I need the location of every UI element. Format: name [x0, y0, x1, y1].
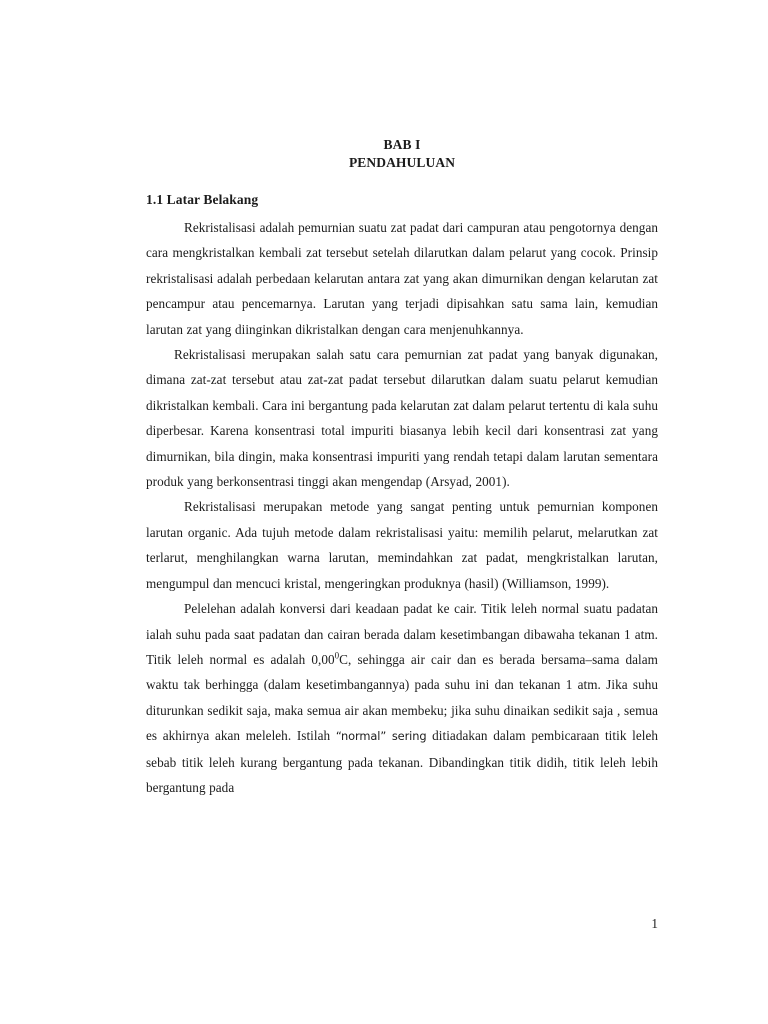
chapter-heading-line-1: BAB I [383, 137, 421, 152]
paragraph-2: Rekristalisasi merupakan salah satu cara pemurnian zat padat yang banyak digunakan, dimana zat-zat tersebut atau zat-zat padat tersebut dilarutkan dalam suatu pelarut kemudian dikristalkan kembali. Cara ini bergantung pada kelarutan zat dalam pelarut tertentu di kala suhu diperbesar. Karena konsentrasi total impuriti biasanya lebih kecil dari konsentrasi zat yang dimurnikan, bila dingin, maka konsentrasi impuriti yang rendah tetapi dalam larutan sementara produk yang berkonsentrasi tinggi akan mengendap (Arsyad, 2001). [146, 347, 658, 490]
word-sering: sering [391, 729, 427, 744]
paragraph-4 [146, 596, 658, 800]
quoted-word-normal: “normal” [335, 729, 387, 744]
chapter-heading-line-2: PENDAHULUAN [348, 154, 456, 170]
paragraph-3: Rekristalisasi merupakan metode yang sangat penting untuk pemurnian komponen larutan organic. Ada tujuh metode dalam rekristalisasi yaitu: memilih pelarut, melarutkan zat terlarut, menghilangkan warna larutan, memindahkan zat padat, mengkristalkan larutan, mengumpul dan mencuci kristal, mengeringkan produknya (hasil) (Williamson, 1999). [146, 499, 658, 591]
paragraph-1: Rekristalisasi adalah pemurnian suatu zat padat dari campuran atau pengotornya dengan cara mengkristalkan kembali zat tersebut setelah dilarutkan dalam pelarut yang cocok. Prinsip rekristalisasi adalah perbedaan kelarutan antara zat yang akan dimurnikan dengan kelarutan zat pencampur atau pencemarnya. Larutan yang terjadi dipisahkan satu sama lain, kemudian larutan zat yang diinginkan dikristalkan dengan cara menjenuhkannya. [146, 220, 658, 337]
paragraph-4-part-2: C, sehingga air cair dan es berada bersama–sama dalam waktu tak berhingga (dalam kesetimbangannya) pada suhu ini dan tekanan 1 atm. Jika suhu diturunkan sedikit saja, maka semua air akan membeku; jika suhu dinaikan sedikit saja , semua es akhirnya akan meleleh. Istilah [146, 651, 658, 744]
page-number: 1 [651, 916, 658, 931]
degree-superscript: 0 [334, 650, 340, 661]
section-heading-latar-belakang: 1.1 Latar Belakang [146, 192, 259, 207]
paragraph-4-part-1: Pelelehan adalah konversi dari keadaan padat ke cair. Titik leleh normal suatu padatan ialah suhu pada saat padatan dan cairan berada dalam kesetimbangan dibawaha tekanan 1 atm. Titik leleh normal es adalah 0,00 [146, 601, 658, 667]
paragraph-4-part-4: ditiadakan dalam pembicaraan titik leleh sebab titik leleh kurang bergantung pada tekanan. Dibandingkan titik didih, titik leleh lebih bergantung pada [146, 728, 659, 795]
chapter-heading [146, 136, 658, 171]
document-content [146, 136, 658, 800]
